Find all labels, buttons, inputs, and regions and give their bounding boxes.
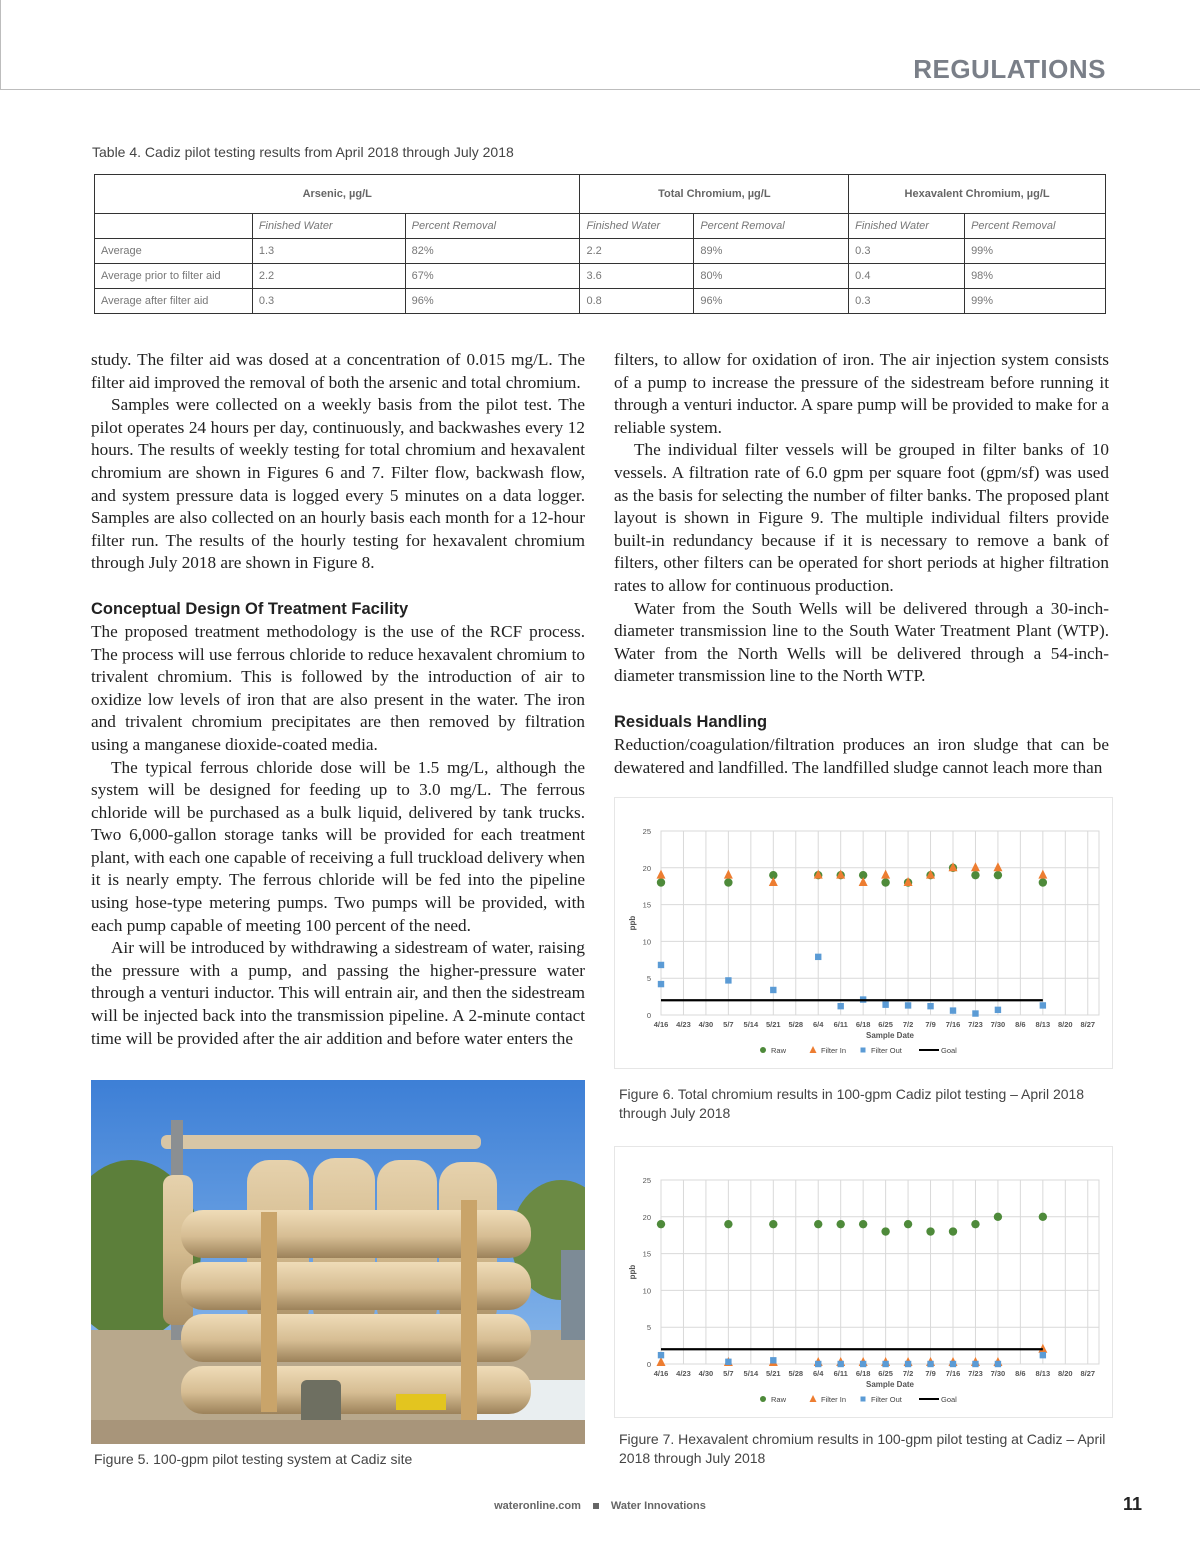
table-group-header-row: [95, 175, 1106, 214]
raw-point: [994, 871, 1002, 879]
table-caption: Table 4. Cadiz pilot testing results from April 2018 through July 2018: [92, 144, 514, 160]
raw-point: [814, 1220, 822, 1228]
legend-label: Raw: [771, 1395, 787, 1404]
subheader-cell: Finished Water: [580, 214, 694, 239]
group-header-arsenic: Arsenic, µg/L: [95, 175, 580, 214]
x-tick-label: 7/23: [968, 1369, 983, 1378]
x-tick-label: 4/23: [676, 1020, 691, 1029]
figure7-caption: Figure 7. Hexavalent chromium results in 100-gpm pilot testing at Cadiz – April 2018 through July 2018: [619, 1431, 1106, 1466]
legend-label: Filter Out: [871, 1046, 902, 1055]
x-tick-label: 6/25: [878, 1020, 893, 1029]
filter-out-point: [658, 981, 664, 987]
x-tick-label: 5/7: [723, 1369, 734, 1378]
x-tick-label: 7/16: [945, 1369, 961, 1378]
x-tick-label: 6/11: [833, 1369, 848, 1378]
legend-marker-filter-out: [861, 1048, 866, 1053]
x-tick-label: 8/6: [1015, 1369, 1026, 1378]
legend-marker-filter-in: [810, 1395, 817, 1402]
table-corner-cell: [95, 214, 253, 239]
x-tick-label: 8/13: [1035, 1369, 1051, 1378]
table-cell: 0.4: [849, 264, 965, 289]
x-tick-label: 6/4: [813, 1369, 824, 1378]
right-text-column: [614, 349, 1109, 779]
subheader-cell: Finished Water: [849, 214, 965, 239]
x-tick-label: 5/14: [743, 1369, 759, 1378]
table-subheader-row: [95, 214, 1106, 239]
raw-point: [836, 1220, 844, 1228]
legend-label: Filter Out: [871, 1395, 902, 1404]
body-paragraph: filters, to allow for oxidation of iron. The air injection system consists of a pump to increase the pressure of the sidestream before running it through a venturi inductor. A spare pump will be provided to make for a reliable system.: [614, 350, 1109, 437]
body-paragraph: Samples were collected on a weekly basis from the pilot test. The pilot operates 24 hours per day, continuously, and backwashes every 12 hours. The results of weekly testing for total chromium and hexavalent chromium are shown in Figures 6 and 7. Filter flow, backwash flow, and system pressure data is logged every 5 minutes on a data logger. Samples are also collected on an hourly basis each month for a 12-hour filter run. The results of the hourly testing for hexavalent chromium through July 2018 are shown in Figure 8.: [91, 395, 585, 573]
body-paragraph: The proposed treatment methodology is the use of the RCF process. The process will use ferrous chloride to reduce hexavalent chromium to trivalent chromium. This is followed by the introduction of air to oxidize low levels of iron that are also present in the water. The iron and trivalent chromium precipitates are then removed by filtration using a manganese dioxide-coated media.: [91, 621, 585, 754]
row-label: Average: [95, 239, 253, 264]
filter-out-point: [725, 1359, 731, 1365]
page-number: 11: [1122, 1494, 1142, 1514]
raw-point: [724, 1220, 732, 1228]
x-tick-label: 4/30: [698, 1020, 714, 1029]
filter-out-point: [837, 1003, 843, 1009]
x-tick-label: 6/25: [878, 1369, 893, 1378]
x-tick-label: 5/7: [723, 1020, 734, 1029]
filter-out-point: [860, 1361, 866, 1367]
filter-out-point: [770, 987, 776, 993]
y-tick-label: 10: [642, 937, 651, 947]
legend-label: Filter In: [821, 1046, 847, 1055]
y-tick-label: 25: [642, 827, 651, 836]
legend-label: Raw: [771, 1046, 787, 1055]
subheader-cell: Percent Removal: [694, 214, 849, 239]
x-tick-label: 8/6: [1015, 1020, 1026, 1029]
row-label: Average prior to filter aid: [95, 264, 253, 289]
filter-out-point: [950, 1007, 956, 1013]
y-tick-label: 10: [642, 1286, 651, 1296]
raw-point: [859, 1220, 867, 1228]
x-tick-label: 5/21: [766, 1369, 781, 1378]
filter-in-point: [657, 870, 666, 879]
x-tick-label: 4/16: [653, 1020, 669, 1029]
table-cell: 82%: [405, 239, 580, 264]
x-tick-label: 7/30: [990, 1020, 1006, 1029]
table-row: [95, 289, 1106, 314]
x-tick-label: 7/9: [925, 1020, 936, 1029]
y-axis-label: ppb: [628, 915, 637, 931]
body-paragraph: Reduction/coagulation/filtration produces an iron sludge that can be dewatered and landfilled. The landfilled sludge cannot leach more than: [614, 734, 1109, 777]
y-tick-label: 25: [642, 1176, 651, 1185]
figure6-chart: [614, 797, 1113, 1069]
raw-point: [904, 1220, 912, 1228]
x-tick-label: 8/27: [1080, 1020, 1096, 1029]
legend-label: Goal: [941, 1395, 957, 1404]
filter-out-point: [905, 1361, 911, 1367]
filter-out-point: [815, 1361, 821, 1367]
subheader-cell: Percent Removal: [405, 214, 580, 239]
table-cell: 0.3: [849, 239, 965, 264]
y-tick-label: 15: [642, 900, 651, 910]
raw-point: [1039, 878, 1047, 886]
figure6-caption: Figure 6. Total chromium results in 100-gpm Cadiz pilot testing – April 2018 through July 2018: [619, 1086, 1085, 1121]
table-row: [95, 239, 1106, 264]
filter-out-point: [972, 1361, 978, 1367]
filter-out-point: [995, 1361, 1001, 1367]
filter-in-point: [971, 862, 980, 871]
raw-point: [724, 878, 732, 886]
y-tick-label: 0: [646, 1011, 651, 1020]
filter-out-point: [950, 1361, 956, 1367]
left-text-column: [91, 349, 585, 1050]
raw-point: [971, 1220, 979, 1228]
pilot-system-photo: [91, 1080, 585, 1444]
raw-point: [1039, 1213, 1047, 1221]
table-cell: 96%: [694, 289, 849, 314]
figure5-caption: Figure 5. 100-gpm pilot testing system at Cadiz site: [94, 1451, 413, 1467]
raw-point: [926, 1227, 934, 1235]
header-corner-rule: [0, 0, 1, 90]
y-tick-label: 20: [642, 1212, 651, 1222]
x-tick-label: 4/16: [653, 1369, 669, 1378]
y-tick-label: 20: [642, 863, 651, 873]
x-tick-label: 7/9: [925, 1369, 936, 1378]
x-axis-label: Sample Date: [865, 1380, 915, 1389]
filter-in-point: [769, 877, 778, 886]
x-tick-label: 6/18: [855, 1020, 871, 1029]
filter-out-point: [770, 1357, 776, 1363]
table-cell: 3.6: [580, 264, 694, 289]
filter-out-point: [725, 977, 731, 983]
filter-out-point: [972, 1010, 978, 1016]
y-tick-label: 0: [646, 1360, 651, 1369]
table-cell: 0.3: [849, 289, 965, 314]
table-cell: 99%: [965, 289, 1106, 314]
filter-in-point: [657, 1357, 666, 1366]
legend-marker-raw: [760, 1396, 766, 1402]
filter-in-point: [1038, 870, 1047, 879]
subheader-cell: Finished Water: [252, 214, 405, 239]
table-cell: 67%: [405, 264, 580, 289]
filter-out-point: [927, 1361, 933, 1367]
x-tick-label: 8/13: [1035, 1020, 1051, 1029]
y-axis-label: ppb: [628, 1264, 637, 1280]
group-header-hexavalent-chromium: Hexavalent Chromium, µg/L: [849, 175, 1106, 214]
results-table: [94, 174, 1106, 314]
raw-point: [657, 878, 665, 886]
x-tick-label: 5/28: [788, 1369, 804, 1378]
plot-area: [661, 831, 1099, 1015]
table-cell: 80%: [694, 264, 849, 289]
filter-out-point: [1040, 1352, 1046, 1358]
footer-site: wateronline.com: [494, 1500, 581, 1512]
x-tick-label: 8/20: [1058, 1369, 1073, 1378]
footer-separator-icon: [593, 1503, 599, 1509]
filter-out-point: [882, 1001, 888, 1007]
x-tick-label: 6/11: [833, 1020, 848, 1029]
table-cell: 96%: [405, 289, 580, 314]
filter-out-point: [658, 962, 664, 968]
page-footer: [0, 1500, 1200, 1512]
x-tick-label: 4/23: [676, 1369, 691, 1378]
x-tick-label: 8/20: [1058, 1020, 1073, 1029]
x-tick-label: 5/14: [743, 1020, 759, 1029]
legend-label: Goal: [941, 1046, 957, 1055]
x-tick-label: 7/23: [968, 1020, 983, 1029]
legend-marker-raw: [760, 1047, 766, 1053]
group-header-total-chromium: Total Chromium, µg/L: [580, 175, 849, 214]
x-tick-label: 7/30: [990, 1369, 1006, 1378]
filter-in-point: [881, 870, 890, 879]
legend-label: Filter In: [821, 1395, 847, 1404]
y-tick-label: 5: [646, 974, 651, 984]
raw-point: [881, 878, 889, 886]
filter-out-point: [927, 1003, 933, 1009]
body-paragraph: The individual filter vessels will be grouped in filter banks of 10 vessels. A filtration rate of 6.0 gpm per square foot (gpm/sf) was used as the basis for selecting the number of filter banks. The proposed plant layout is shown in Figure 9. The multiple individual filters provide built-in redundancy because if it is necessary to remove a bank of filters, other filters can be operated for short periods at higher filtration rates to allow for continuous production.: [614, 440, 1109, 595]
legend-marker-filter-in: [810, 1046, 817, 1053]
filter-in-point: [724, 870, 733, 879]
raw-point: [657, 1220, 665, 1228]
raw-point: [769, 1220, 777, 1228]
raw-point: [994, 1213, 1002, 1221]
table-cell: 2.2: [580, 239, 694, 264]
table-cell: 1.3: [252, 239, 405, 264]
body-paragraph: study. The filter aid was dosed at a concentration of 0.015 mg/L. The filter aid improved the removal of both the arsenic and total chromium.: [91, 350, 585, 392]
table-cell: 99%: [965, 239, 1106, 264]
filter-out-point: [1040, 1002, 1046, 1008]
filter-out-point: [882, 1361, 888, 1367]
filter-in-point: [993, 862, 1002, 871]
filter-out-point: [837, 1361, 843, 1367]
table-cell: 0.8: [580, 289, 694, 314]
table-cell: 0.3: [252, 289, 405, 314]
footer-publication: Water Innovations: [610, 1500, 706, 1512]
raw-point: [949, 1227, 957, 1235]
table-row: [95, 264, 1106, 289]
filter-in-point: [859, 877, 868, 886]
x-tick-label: 8/27: [1080, 1369, 1096, 1378]
raw-point: [881, 1227, 889, 1235]
section-heading: Residuals Handling: [614, 712, 768, 731]
x-axis-label: Sample Date: [865, 1031, 915, 1040]
header-rule: [0, 89, 1200, 90]
x-tick-label: 4/30: [698, 1369, 714, 1378]
section-title: REGULATIONS: [913, 54, 1106, 84]
y-tick-label: 15: [642, 1249, 651, 1259]
x-tick-label: 6/18: [855, 1369, 871, 1378]
row-label: Average after filter aid: [95, 289, 253, 314]
plot-area: [661, 1180, 1099, 1364]
filter-out-point: [815, 954, 821, 960]
y-tick-label: 5: [646, 1323, 651, 1333]
table-cell: 2.2: [252, 264, 405, 289]
body-paragraph: The typical ferrous chloride dose will be 1.5 mg/L, although the system will be designed for feeding up to 3.0 mg/L. The ferrous chloride will be purchased as a bulk liquid, delivered by tank trucks. Two 6,000-gallon storage tanks will be provided for each treatment plant, with each one capable of receiving a full truckload delivery when it is nearly empty. The ferrous chloride will be fed into the pipeline using hose-type metering pumps. Two pumps will be provided, with each pump capable of meeting 100 percent of the need.: [91, 757, 585, 935]
raw-point: [971, 871, 979, 879]
filter-out-point: [995, 1007, 1001, 1013]
x-tick-label: 5/21: [766, 1020, 781, 1029]
body-paragraph: Air will be introduced by withdrawing a sidestream of water, raising the pressure with a pump, and passing the higher-pressure water through a venturi inductor. This will entrain air, and then the sidestream will be injected back into the transmission pipeline. A 2-minute contact time will be provided after the air addition and before water enters the: [91, 938, 585, 1048]
x-tick-label: 5/28: [788, 1020, 804, 1029]
section-heading: Conceptual Design Of Treatment Facility: [91, 599, 409, 618]
x-tick-label: 6/4: [813, 1020, 824, 1029]
x-tick-label: 7/16: [945, 1020, 961, 1029]
table-cell: 98%: [965, 264, 1106, 289]
subheader-cell: Percent Removal: [965, 214, 1106, 239]
body-paragraph: Water from the South Wells will be delivered through a 30-inch-diameter transmission line to the South Water Treatment Plant (WTP). Water from the North Wells will be delivered through a 54-inch-diameter transmission line to the North WTP.: [614, 598, 1109, 686]
filter-out-point: [658, 1352, 664, 1358]
figure7-chart: [614, 1146, 1113, 1418]
x-tick-label: 7/2: [902, 1020, 914, 1029]
x-tick-label: 7/2: [902, 1369, 914, 1378]
filter-out-point: [905, 1002, 911, 1008]
legend-marker-filter-out: [861, 1397, 866, 1402]
table-cell: 89%: [694, 239, 849, 264]
